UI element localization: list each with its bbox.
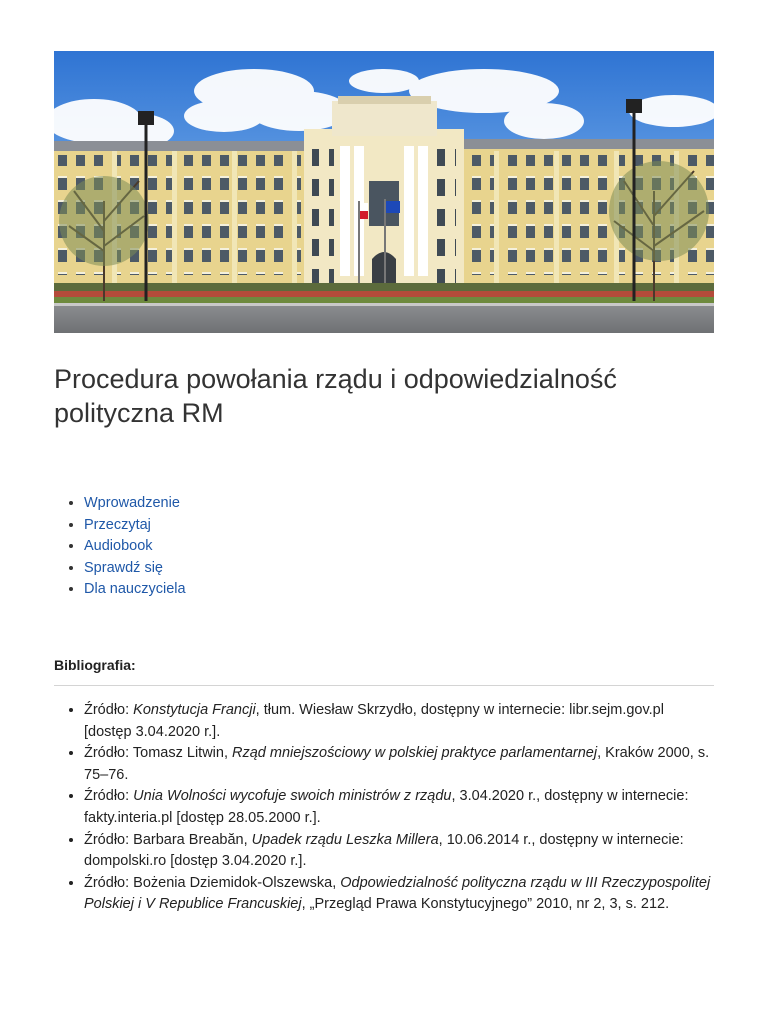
entry-title: Rząd mniejszościowy w polskiej praktyce parlamentarnej [232,745,598,762]
nav-link-sprawdz-sie[interactable]: Sprawdź się [84,559,163,576]
nav-link-wprowadzenie[interactable]: Wprowadzenie [84,495,180,511]
nav-item-przeczytaj [84,515,186,537]
nav-item-dla-nauczyciela [84,579,186,601]
entry-prefix: Źródło: Tomasz Litwin, [84,745,233,762]
entry-suffix: , 10.06.2014 r., dostępny w internecie: dompolski.ro [dostęp 3.04.2020 r.]. [84,831,684,870]
bibliography-heading: Bibliografia: [54,657,136,673]
divider [54,685,714,686]
entry-prefix: Źródło: [84,702,134,718]
entry-title: Konstytucja Francji [133,702,256,718]
nav-link-audiobook[interactable]: Audiobook [84,538,153,554]
nav-item-wprowadzenie [84,493,186,515]
bibliography-entry [84,830,714,873]
entry-suffix: , Kraków 2000, s. 75–76. [84,745,710,783]
entry-title: Odpowiedzialność polityczna rządu w III Rzeczypospolitej Polskiej i V Republice Francuskiej [84,874,711,913]
entry-suffix: , 3.04.2020 r., dostępny w internecie: fakty.interia.pl [dostęp 28.05.2000 r.]. [84,788,689,826]
bibliography-entry [84,873,714,916]
bibliography-entry [84,743,714,786]
section-nav [54,493,186,601]
nav-link-dla-nauczyciela[interactable]: Dla nauczyciela [84,581,186,597]
bibliography-entry [84,786,714,829]
nav-link-przeczytaj[interactable]: Przeczytaj [84,516,151,533]
page-title: Procedura powołania rządu i odpowiedzialność polityczna RM [54,364,617,428]
entry-title: Unia Wolności wycofuje swoich ministrów z rządu [133,788,452,805]
entry-title: Upadek rządu Leszka Millera [251,831,439,848]
bibliography-entry [84,700,714,743]
entry-suffix: , tłum. Wiesław Skrzydło, dostępny w internecie: libr.sejm.gov.pl [dostęp 3.04.2020 r.]. [84,702,664,740]
entry-prefix: Źródło: Barbara Breabăn, [84,831,252,848]
entry-suffix: , „Przegląd Prawa Konstytucyjnego” 2010, nr 2, 3, s. 212. [301,896,670,913]
hero-image [54,51,714,333]
entry-prefix: Źródło: Bożenia Dziemidok-Olszewska, [84,874,341,891]
nav-item-audiobook [84,536,186,558]
nav-item-sprawdz-sie [84,558,186,580]
entry-prefix: Źródło: [84,788,134,805]
bibliography-list [54,700,714,916]
